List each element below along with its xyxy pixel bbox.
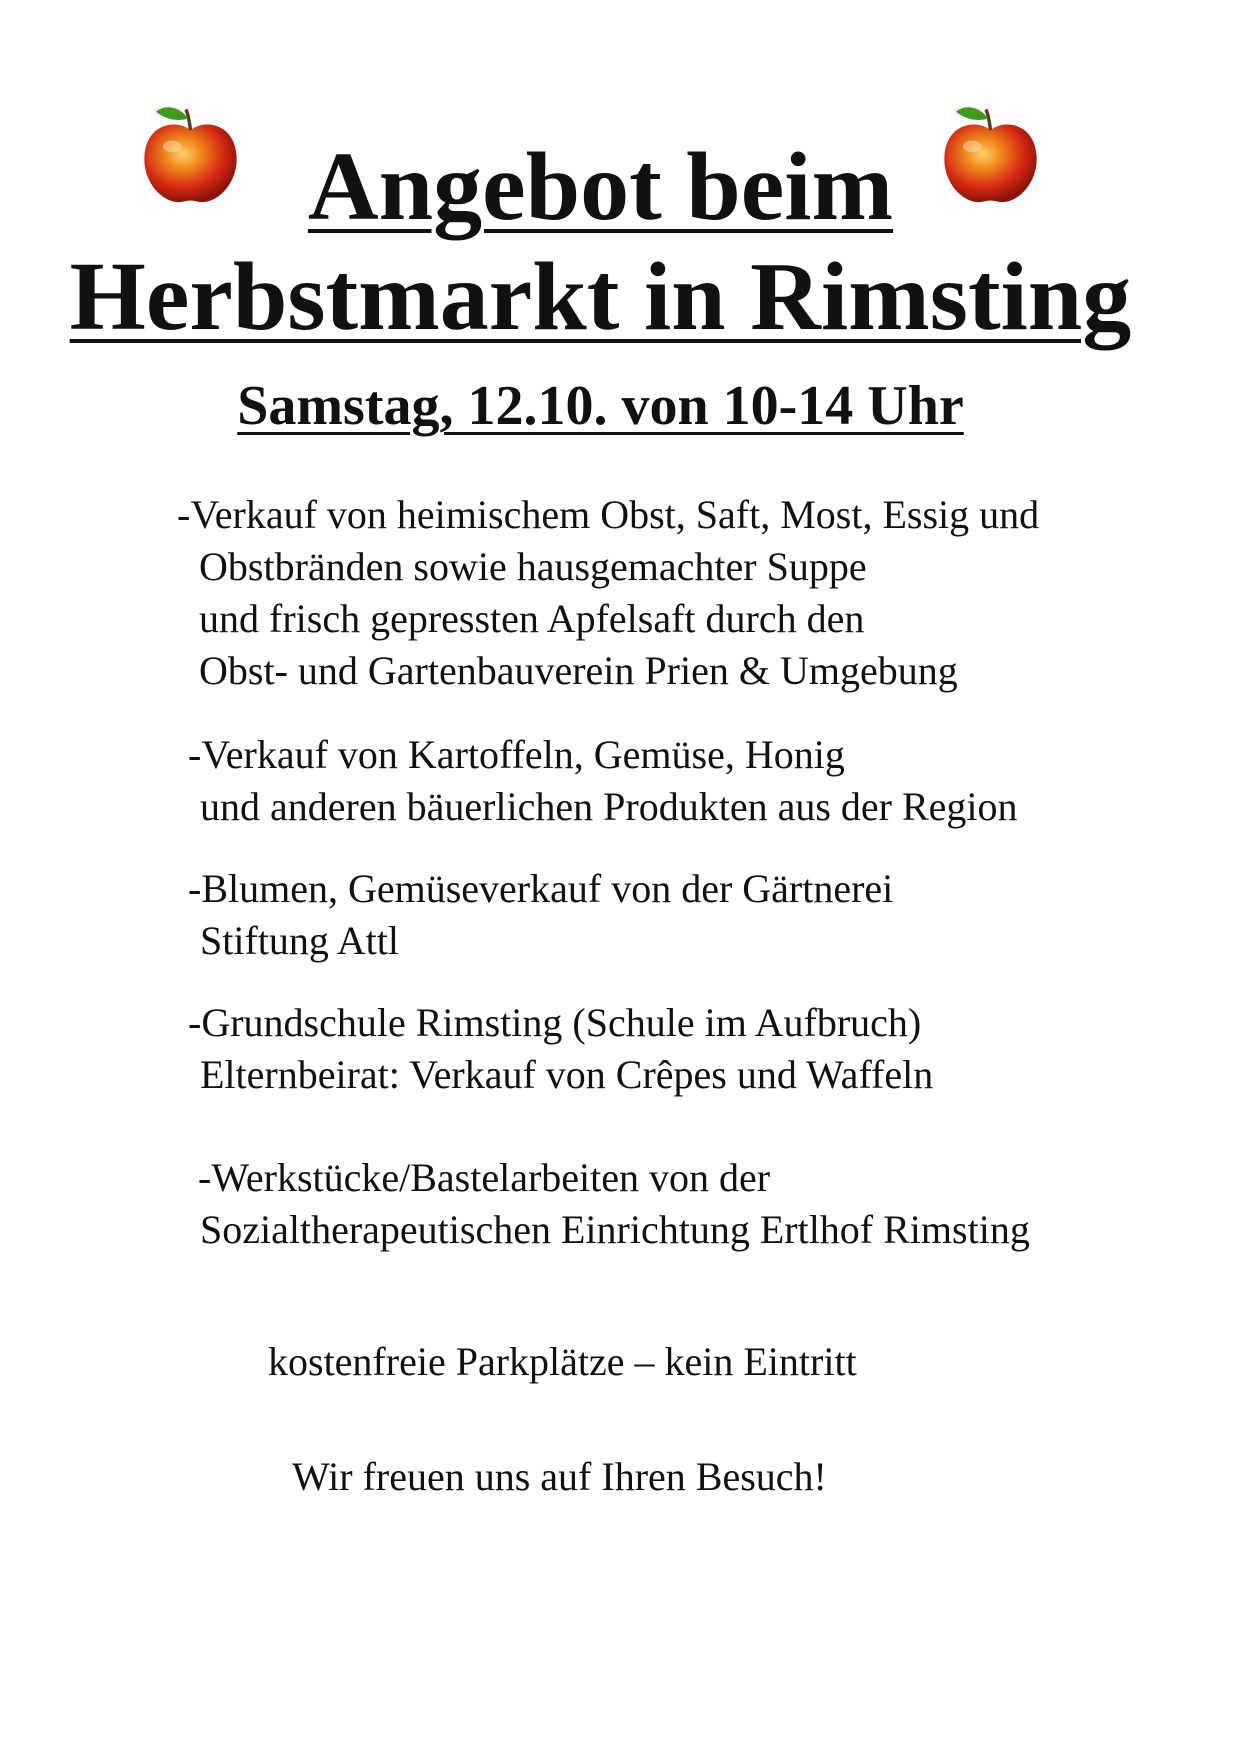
flyer-title-line-2: Herbstmarkt in Rimsting — [69, 243, 1132, 351]
offer-item — [188, 997, 933, 1101]
offer-item — [198, 1152, 1030, 1256]
offer-line: Sozialtherapeutischen Einrichtung Ertlhof Rimsting — [200, 1207, 1030, 1252]
offer-item — [188, 863, 893, 967]
flyer-title-line-1: Angebot beim — [307, 133, 894, 241]
offer-line: und frisch gepressten Apfelsaft durch den — [199, 596, 865, 641]
offer-item — [188, 729, 1018, 833]
offer-item — [177, 489, 1039, 697]
offer-line: Obstbränden sowie hausgemachter Suppe — [199, 544, 867, 589]
offer-line: Obst- und Gartenbauverein Prien & Umgebung — [199, 648, 958, 693]
closing-message: Wir freuen uns auf Ihren Besuch! — [292, 1454, 827, 1499]
offer-line: -Verkauf von Kartoffeln, Gemüse, Honig — [188, 732, 845, 777]
parking-note: kostenfreie Parkplätze – kein Eintritt — [268, 1339, 857, 1384]
offer-line: -Werkstücke/Bastelarbeiten von der — [198, 1155, 771, 1200]
offer-line: -Verkauf von heimischem Obst, Saft, Most, Essig und — [177, 492, 1040, 537]
offer-line: -Grundschule Rimsting (Schule im Aufbruch) — [188, 1000, 922, 1045]
offer-line: -Blumen, Gemüseverkauf von der Gärtnerei — [188, 866, 894, 911]
offer-line: Stiftung Attl — [200, 918, 399, 963]
event-date: Samstag, 12.10. von 10-14 Uhr — [237, 375, 964, 437]
offer-line: und anderen bäuerlichen Produkten aus der Region — [200, 784, 1018, 829]
offer-line: Elternbeirat: Verkauf von Crêpes und Waffeln — [200, 1052, 934, 1097]
